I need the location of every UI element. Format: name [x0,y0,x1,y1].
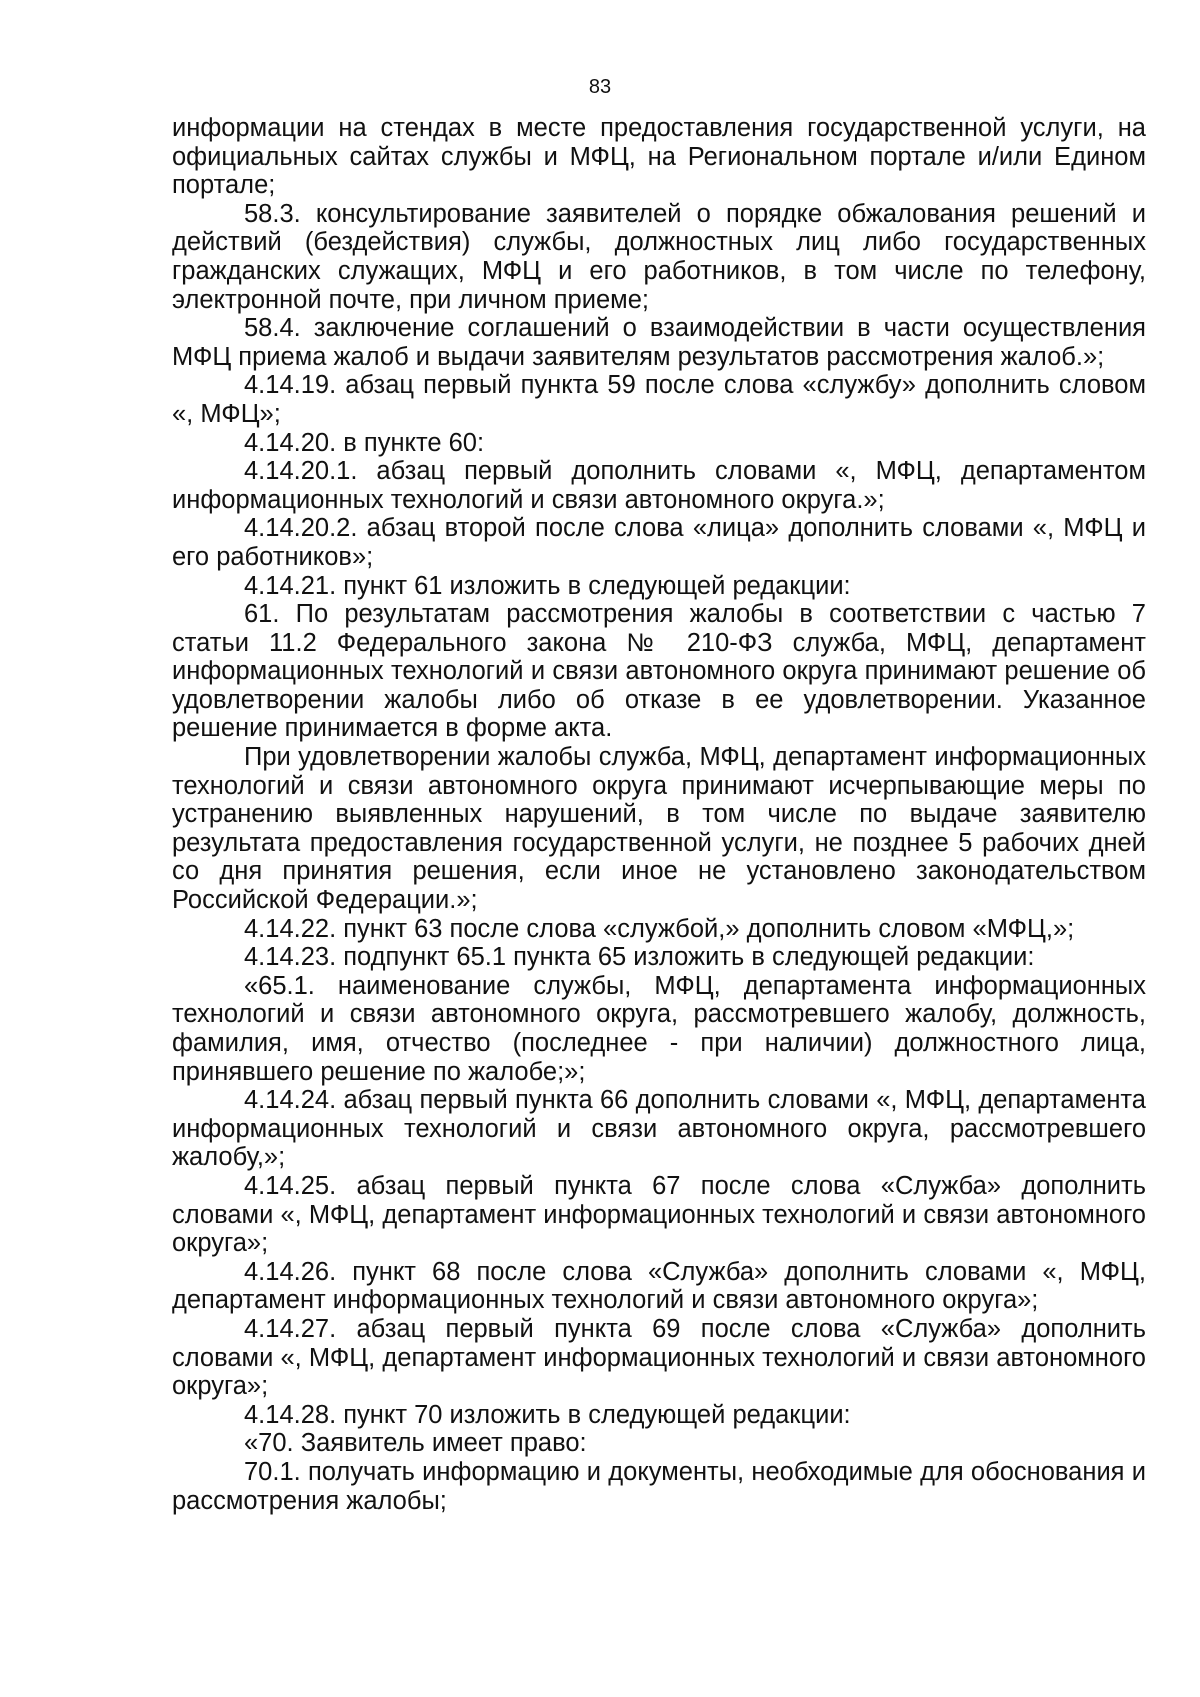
paragraph: 4.14.23. подпункт 65.1 пункта 65 изложить в следующей редакции: [244,943,1035,972]
paragraph: 4.14.20.1. абзац первый дополнить словами «, МФЦ, департаментом информационных технологий и связи автономного округа.»; [172,457,1146,514]
paragraph: 58.3. консультирование заявителей о порядке обжалования решений и действий (бездействия) службы, должностных лиц либо государственных гражданских служащих, МФЦ и его работников, в том числе по телефону, электронной почте, при личном приеме; [172,199,1146,314]
paragraph: При удовлетворении жалобы служба, МФЦ, департамент информационных технологий и связи автономного округа принимают исчерпывающие меры по устранению выявленных нарушений, в том числе по выдаче заявителю результата предоставления государственной услуги, не позднее 5 рабочих дней со дня принятия решения, если иное не установлено законодательством Российской Федерации.»; [172,743,1146,915]
paragraph: 4.14.27. абзац первый пункта 69 после слова «Служба» дополнить словами «, МФЦ, департамент информационных технологий и связи автономного округа»; [172,1314,1146,1401]
paragraph: 4.14.21. пункт 61 изложить в следующей редакции: [244,571,851,600]
page-number: 83 [588,76,612,98]
paragraph: 4.14.26. пункт 68 после слова «Служба» дополнить словами «, МФЦ, департамент информационных технологий и связи автономного округа»; [172,1257,1146,1315]
paragraph: 4.14.28. пункт 70 изложить в следующей редакции: [244,1400,851,1429]
paragraph: 4.14.24. абзац первый пункта 66 дополнить словами «, МФЦ, департамента информационных технологий и связи автономного округа, рассмотревшего жалобу,»; [172,1086,1146,1172]
paragraph: 4.14.25. абзац первый пункта 67 после слова «Служба» дополнить словами «, МФЦ, департамент информационных технологий и связи автономного округа»; [172,1171,1146,1258]
paragraph: 4.14.22. пункт 63 после слова «службой,» дополнить словом «МФЦ,»; [244,914,1075,943]
paragraph: 70.1. получать информацию и документы, необходимые для обоснования и рассмотрения жалобы; [172,1457,1146,1515]
paragraph: 61. По результатам рассмотрения жалобы в соответствии с частью 7 статьи 11.2 Федерального закона № 210-ФЗ служба, МФЦ, департамент информационных технологий и связи автономного округа принимают решение об удовлетворении жалобы либо об отказе в ее удовлетворении. Указанное решение принимается в форме акта. [172,600,1146,743]
paragraph: информации на стендах в месте предоставления государственной услуги, на официальных сайтах службы и МФЦ, на Региональном портале и/или Едином портале; [172,114,1146,200]
paragraph: «70. Заявитель имеет право: [244,1429,587,1458]
paragraph: 4.14.20.2. абзац второй после слова «лица» дополнить словами «, МФЦ и его работников»; [172,514,1146,571]
paragraph: 58.4. заключение соглашений о взаимодействии в части осуществления МФЦ приема жалоб и выдачи заявителям результатов рассмотрения жалоб.»; [172,314,1146,371]
document-body [172,114,1146,1515]
paragraph: 4.14.19. абзац первый пункта 59 после слова «службу» дополнить словом «, МФЦ»; [172,371,1146,428]
paragraph: 4.14.20. в пункте 60: [244,428,485,457]
paragraph: «65.1. наименование службы, МФЦ, департамента информационных технологий и связи автономного округа, рассмотревшего жалобу, должность, фамилия, имя, отчество (последнее - при наличии) должностного лица, принявшего решение по жалобе;»; [172,971,1146,1086]
